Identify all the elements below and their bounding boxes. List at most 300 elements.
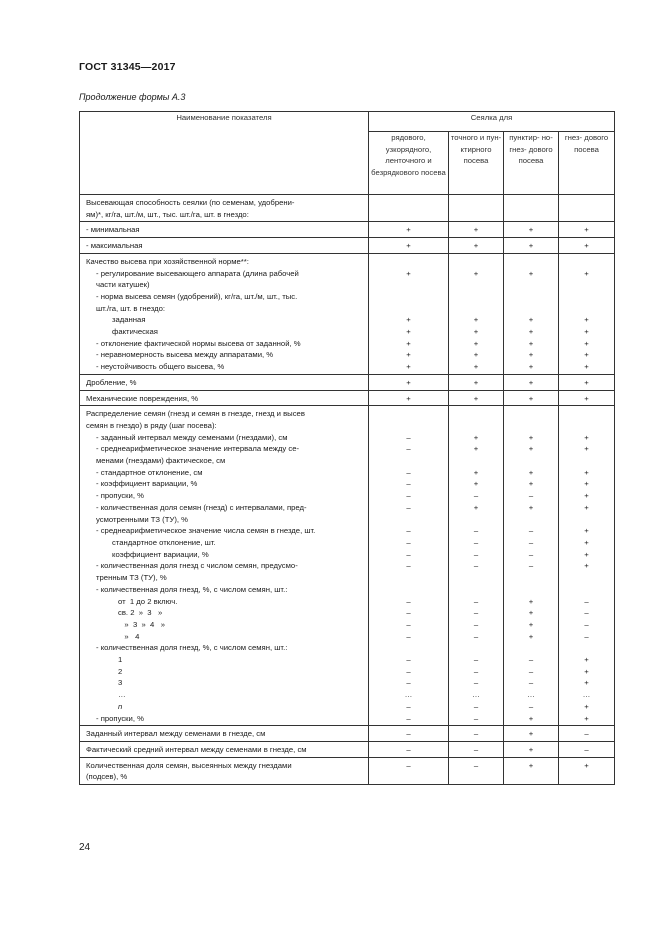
value-mark: + <box>584 701 589 711</box>
table-row <box>80 238 615 254</box>
value-cell <box>369 741 449 757</box>
column-header-precision: точного и пун- ктирного посева <box>449 132 504 195</box>
value-mark: – <box>473 713 479 723</box>
indicator-line: Фактический средний интервал между семенами в гнезде, см <box>86 744 307 754</box>
table-row <box>80 253 615 374</box>
value-mark: – <box>528 678 534 688</box>
indicator-line: - среднеарифметическое значение числа семян в гнезде, шт. <box>96 526 316 536</box>
value-mark <box>559 420 614 432</box>
value-mark: + <box>528 315 534 325</box>
value-mark: + <box>473 268 479 278</box>
value-cell <box>369 757 449 784</box>
value-mark: + <box>473 362 479 372</box>
value-mark <box>559 642 614 654</box>
indicator-line: » 3 » 4 » <box>118 619 166 629</box>
value-mark <box>369 408 448 420</box>
value-mark: – <box>406 526 411 536</box>
indicator-line: св. 2 » 3 » <box>118 608 163 618</box>
indicator-line: 2 <box>118 666 123 676</box>
value-mark: – <box>406 502 411 512</box>
value-mark: + <box>584 362 589 372</box>
value-mark <box>449 572 503 584</box>
indicator-name-cell <box>80 741 369 757</box>
value-mark: – <box>406 744 411 754</box>
value-mark: + <box>584 479 589 489</box>
value-mark: – <box>406 678 411 688</box>
value-mark <box>504 256 558 268</box>
value-mark <box>369 455 448 467</box>
indicator-line: … <box>118 690 126 700</box>
value-mark <box>504 514 558 526</box>
value-mark <box>449 303 503 315</box>
value-mark: + <box>473 467 479 477</box>
indicator-name-cell <box>80 390 369 406</box>
value-mark: – <box>473 701 479 711</box>
value-mark: + <box>528 760 534 770</box>
indicators-table <box>79 111 615 785</box>
indicator-line: - норма высева семян (удобрений), кг/га, шт./м, шт., тыс. <box>96 291 298 301</box>
value-mark: … <box>472 690 480 700</box>
doc-code: ГОСТ 31345—2017 <box>79 61 176 73</box>
value-mark: – <box>406 491 411 501</box>
value-cell <box>449 406 504 726</box>
value-mark: + <box>584 678 589 688</box>
value-mark <box>504 279 558 291</box>
value-mark <box>504 408 558 420</box>
indicator-line: Заданный интервал между семенами в гнезде, см <box>86 729 266 739</box>
value-mark: + <box>528 444 534 454</box>
value-cell <box>504 741 559 757</box>
indicator-line: Качество высева при хозяйственной норме**: <box>86 256 249 266</box>
indicator-line: - максимальная <box>86 241 143 251</box>
value-cell <box>559 726 615 742</box>
value-mark: + <box>584 393 589 403</box>
value-mark: + <box>584 760 589 770</box>
value-mark: – <box>406 432 411 442</box>
indicator-name-cell <box>80 253 369 374</box>
indicator-line: усмотренными ТЗ (ТУ), % <box>96 514 188 524</box>
form-subtitle: Продолжение формы А.3 <box>79 92 186 102</box>
value-cell <box>504 195 559 222</box>
value-mark <box>369 642 448 654</box>
value-mark <box>504 420 558 432</box>
value-cell <box>504 253 559 374</box>
value-mark: + <box>406 225 411 235</box>
value-mark: … <box>404 690 413 700</box>
value-mark <box>369 209 448 221</box>
indicator-column-header: Наименование показателя <box>80 112 369 195</box>
value-cell <box>369 222 449 238</box>
value-mark: – <box>473 744 479 754</box>
value-mark: – <box>406 444 411 454</box>
value-mark: + <box>528 631 534 641</box>
value-mark: … <box>582 690 591 700</box>
value-mark: + <box>473 432 479 442</box>
value-mark: – <box>406 467 411 477</box>
value-mark <box>449 771 503 783</box>
value-mark: + <box>528 338 534 348</box>
value-mark: – <box>473 666 479 676</box>
value-mark: + <box>584 561 589 571</box>
value-mark: + <box>528 619 534 629</box>
value-mark: – <box>406 701 411 711</box>
value-mark <box>559 572 614 584</box>
value-cell <box>369 374 449 390</box>
value-mark: – <box>473 619 479 629</box>
value-mark <box>504 209 558 221</box>
value-cell <box>559 741 615 757</box>
value-cell <box>449 741 504 757</box>
value-mark: – <box>473 678 479 688</box>
value-cell <box>369 390 449 406</box>
value-mark: + <box>473 225 479 235</box>
table-row <box>80 195 615 222</box>
indicator-line: менами (гнездами) фактическое, см <box>96 456 226 466</box>
value-mark: – <box>406 608 411 618</box>
value-mark: + <box>473 377 479 387</box>
value-mark: + <box>528 268 534 278</box>
value-mark <box>449 408 503 420</box>
value-mark: + <box>584 444 589 454</box>
value-mark <box>504 197 558 209</box>
value-mark <box>449 455 503 467</box>
value-mark: – <box>406 631 411 641</box>
value-cell <box>559 390 615 406</box>
value-mark: + <box>528 744 534 754</box>
value-cell <box>504 390 559 406</box>
value-mark: + <box>528 362 534 372</box>
value-cell <box>369 726 449 742</box>
indicator-line: » 4 <box>118 631 140 641</box>
value-mark: + <box>473 338 479 348</box>
value-mark <box>504 584 558 596</box>
value-mark: – <box>528 666 534 676</box>
value-mark: – <box>528 526 534 536</box>
value-mark: – <box>584 596 589 606</box>
value-mark <box>369 584 448 596</box>
value-cell <box>449 222 504 238</box>
indicator-line: - стандартное отклонение, см <box>96 467 203 477</box>
page-number: 24 <box>79 842 91 853</box>
value-mark <box>369 279 448 291</box>
indicator-line: Количественная доля семян, высеянных между гнездами <box>86 760 292 770</box>
value-mark: + <box>584 549 589 559</box>
value-mark: – <box>406 713 411 723</box>
value-mark: + <box>473 479 479 489</box>
value-mark: + <box>528 479 534 489</box>
indicator-line: фактическая <box>112 327 158 337</box>
value-mark: – <box>406 619 411 629</box>
indicator-line: 3 <box>118 678 123 688</box>
indicator-line: от 1 до 2 включ. <box>118 596 178 606</box>
indicator-name-cell <box>80 406 369 726</box>
value-mark <box>449 420 503 432</box>
column-header-dotted-hill: пунктир- но-гнез- дового посева <box>504 132 559 195</box>
value-cell <box>449 757 504 784</box>
value-cell <box>559 374 615 390</box>
value-cell <box>449 238 504 254</box>
value-mark <box>369 291 448 303</box>
value-cell <box>559 406 615 726</box>
indicator-line: - регулирование высевающего аппарата (длина рабочей <box>96 268 299 278</box>
value-mark: – <box>473 760 479 770</box>
value-mark: + <box>406 338 411 348</box>
value-mark: – <box>473 655 479 665</box>
value-mark: – <box>584 744 589 754</box>
value-mark: + <box>528 432 534 442</box>
indicator-name-cell <box>80 222 369 238</box>
indicator-line: Дробление, % <box>86 377 137 387</box>
value-cell <box>504 238 559 254</box>
value-mark: – <box>528 561 534 571</box>
table-row <box>80 390 615 406</box>
value-mark: + <box>528 596 534 606</box>
indicator-name-cell <box>80 374 369 390</box>
value-cell <box>449 374 504 390</box>
value-mark: – <box>406 561 411 571</box>
value-cell <box>449 253 504 374</box>
value-mark: + <box>584 526 589 536</box>
indicator-name-cell <box>80 726 369 742</box>
value-mark: – <box>473 596 479 606</box>
value-mark: + <box>584 268 589 278</box>
value-mark: + <box>528 467 534 477</box>
value-mark: – <box>406 729 411 739</box>
value-mark: – <box>528 701 534 711</box>
value-mark: – <box>473 608 479 618</box>
value-mark: – <box>584 619 589 629</box>
value-mark <box>504 455 558 467</box>
value-mark <box>369 572 448 584</box>
value-cell <box>369 253 449 374</box>
table-row <box>80 726 615 742</box>
value-mark: – <box>473 631 479 641</box>
table-row <box>80 406 615 726</box>
value-mark <box>504 771 558 783</box>
value-mark: + <box>528 225 534 235</box>
value-mark <box>559 209 614 221</box>
value-mark: – <box>528 537 534 547</box>
value-mark: – <box>406 760 411 770</box>
value-mark: + <box>406 268 411 278</box>
value-cell <box>449 390 504 406</box>
value-mark <box>449 291 503 303</box>
value-mark <box>559 408 614 420</box>
value-cell <box>449 195 504 222</box>
value-mark: + <box>406 393 411 403</box>
value-mark: + <box>528 729 534 739</box>
value-cell <box>369 406 449 726</box>
indicator-line: Распределение семян (гнезд и семян в гнезде, гнезд и высев <box>86 409 305 419</box>
value-mark <box>449 279 503 291</box>
indicator-line: - пропуски, % <box>96 491 144 501</box>
indicator-line: - заданный интервал между семенами (гнездами), см <box>96 432 288 442</box>
column-header-row-seeding: рядового, узкорядного, ленточного и безрядкового посева <box>369 132 449 195</box>
value-cell <box>559 253 615 374</box>
value-cell <box>504 374 559 390</box>
value-mark: + <box>584 467 589 477</box>
value-mark: + <box>473 393 479 403</box>
value-mark <box>559 291 614 303</box>
value-mark <box>449 256 503 268</box>
value-cell <box>559 757 615 784</box>
value-mark: + <box>473 327 479 337</box>
value-mark <box>559 303 614 315</box>
value-mark <box>504 572 558 584</box>
value-mark: – <box>473 491 479 501</box>
value-mark: + <box>584 432 589 442</box>
indicator-line: - неустойчивость общего высева, % <box>96 362 225 372</box>
table-row <box>80 757 615 784</box>
value-mark: – <box>584 631 589 641</box>
value-mark <box>559 197 614 209</box>
value-mark <box>369 771 448 783</box>
indicator-line: (подсев), % <box>86 772 128 782</box>
indicator-line: - среднеарифметическое значение интервала между се- <box>96 444 300 454</box>
indicator-name-cell <box>80 757 369 784</box>
value-mark: + <box>584 225 589 235</box>
value-cell <box>369 195 449 222</box>
value-mark <box>369 197 448 209</box>
value-mark: + <box>584 241 589 251</box>
value-mark <box>559 771 614 783</box>
value-mark: + <box>584 491 589 501</box>
value-mark: + <box>406 327 411 337</box>
value-mark: – <box>406 666 411 676</box>
value-mark <box>449 642 503 654</box>
indicator-line: - количественная доля гнезд с числом семян, предусмо- <box>96 561 298 571</box>
value-mark: + <box>584 502 589 512</box>
value-mark: – <box>406 655 411 665</box>
value-cell <box>559 238 615 254</box>
value-mark <box>559 514 614 526</box>
indicator-line: ям)*, кг/га, шт./м, шт., тыс. шт./га, шт. в гнездо: <box>86 209 249 219</box>
value-mark: + <box>528 241 534 251</box>
value-mark: – <box>406 549 411 559</box>
value-cell <box>504 757 559 784</box>
value-mark: – <box>406 479 411 489</box>
value-mark <box>504 303 558 315</box>
indicator-line: - количественная доля гнезд, %, с числом семян, шт.: <box>96 643 288 653</box>
value-mark: + <box>584 315 589 325</box>
indicator-line: стандартное отклонение, шт. <box>112 537 216 547</box>
indicator-line: - количественная доля гнезд, %, с числом семян, шт.: <box>96 584 288 594</box>
value-mark <box>369 420 448 432</box>
value-cell <box>504 726 559 742</box>
value-mark: – <box>406 596 411 606</box>
value-cell <box>504 406 559 726</box>
table-row <box>80 374 615 390</box>
table-row <box>80 222 615 238</box>
value-mark: + <box>584 338 589 348</box>
value-mark: – <box>473 729 479 739</box>
value-mark: … <box>527 690 535 700</box>
value-mark: + <box>473 350 479 360</box>
value-mark <box>449 209 503 221</box>
value-mark: + <box>473 241 479 251</box>
value-mark: + <box>528 377 534 387</box>
indicator-line: 1 <box>118 655 123 665</box>
value-mark: + <box>406 350 411 360</box>
indicator-line: Механические повреждения, % <box>86 393 199 403</box>
column-header-hill: гнез- дового посева <box>559 132 615 195</box>
indicator-line: заданная <box>112 315 146 325</box>
value-mark: + <box>406 377 411 387</box>
value-mark: + <box>406 362 411 372</box>
value-mark: + <box>584 377 589 387</box>
value-mark: – <box>406 537 411 547</box>
indicator-line: коэффициент вариации, % <box>112 549 209 559</box>
indicator-line: шт./га, шт. в гнездо: <box>96 303 166 313</box>
value-mark: + <box>406 315 411 325</box>
indicator-name-cell <box>80 195 369 222</box>
value-mark: – <box>528 491 534 501</box>
value-mark <box>559 256 614 268</box>
value-mark <box>559 279 614 291</box>
value-mark: + <box>528 327 534 337</box>
value-mark: + <box>473 444 479 454</box>
value-mark <box>369 303 448 315</box>
indicator-line: тренным ТЗ (ТУ), % <box>96 573 167 583</box>
value-cell <box>449 726 504 742</box>
value-mark: – <box>528 549 534 559</box>
value-mark <box>449 514 503 526</box>
value-mark <box>369 514 448 526</box>
value-mark <box>504 642 558 654</box>
value-mark: + <box>528 393 534 403</box>
value-mark <box>449 584 503 596</box>
value-mark: + <box>528 608 534 618</box>
value-mark: + <box>584 713 589 723</box>
value-mark <box>504 291 558 303</box>
value-mark: – <box>473 526 479 536</box>
table-row <box>80 741 615 757</box>
indicator-line: - отклонение фактической нормы высева от заданной, % <box>96 338 301 348</box>
indicator-line: части катушек) <box>96 280 150 290</box>
value-mark: + <box>406 241 411 251</box>
indicator-line: семян в гнездо) в ряду (шаг посева): <box>86 420 217 430</box>
value-cell <box>559 222 615 238</box>
value-cell <box>504 222 559 238</box>
indicator-line: - пропуски, % <box>96 713 144 723</box>
value-mark: + <box>528 713 534 723</box>
value-mark: + <box>584 655 589 665</box>
value-cell <box>559 195 615 222</box>
value-mark: – <box>473 537 479 547</box>
indicator-name-cell <box>80 238 369 254</box>
indicator-line: n <box>118 701 123 711</box>
value-mark: – <box>528 655 534 665</box>
value-mark <box>559 584 614 596</box>
value-mark: + <box>584 327 589 337</box>
seeder-group-header: Сеялка для <box>369 112 615 132</box>
indicator-line: Высевающая способность сеялки (по семенам, удобрени- <box>86 198 295 207</box>
value-mark: + <box>584 350 589 360</box>
value-mark: + <box>473 315 479 325</box>
value-mark: + <box>584 537 589 547</box>
indicator-line: - неравномерность высева между аппаратами, % <box>96 350 274 360</box>
value-mark: + <box>528 502 534 512</box>
value-mark: – <box>584 729 589 739</box>
value-mark <box>559 455 614 467</box>
value-mark <box>449 197 503 209</box>
value-cell <box>369 238 449 254</box>
value-mark: + <box>528 350 534 360</box>
value-mark <box>369 256 448 268</box>
indicator-line: - коэффициент вариации, % <box>96 479 198 489</box>
value-mark: + <box>473 502 479 512</box>
indicator-line: - количественная доля семян (гнезд) с интервалами, пред- <box>96 502 307 512</box>
